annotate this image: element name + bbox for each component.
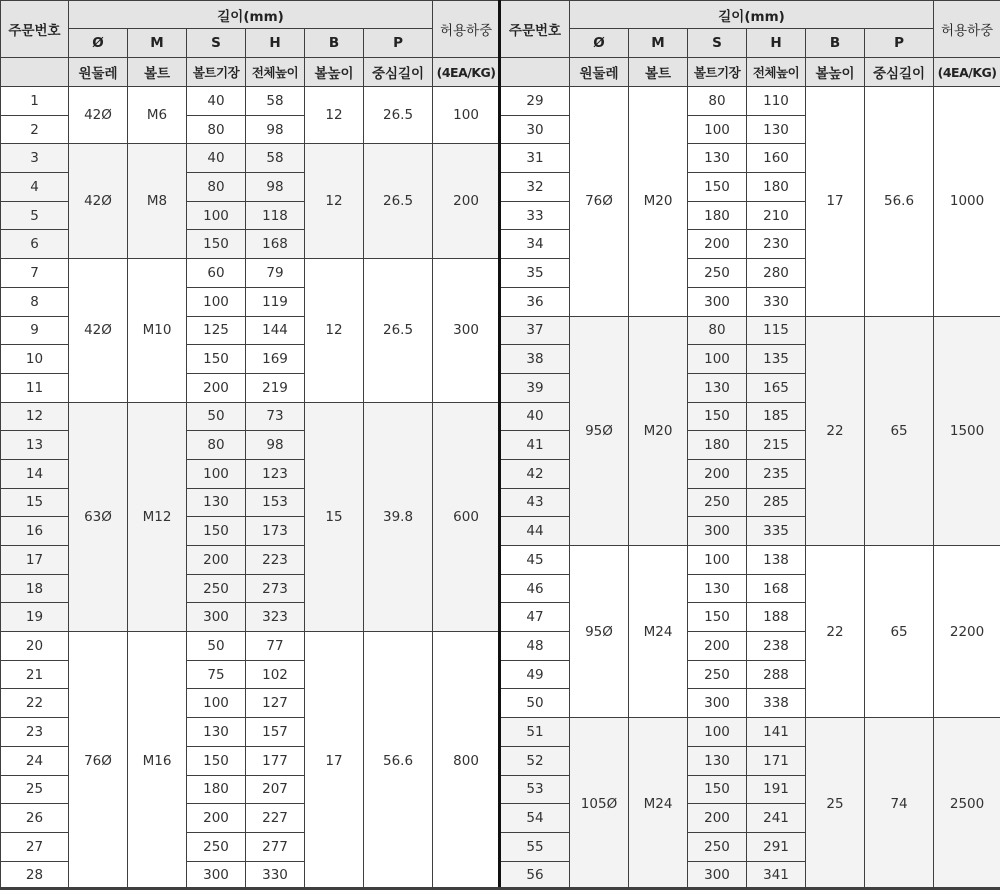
total-height-cell: 173 — [246, 517, 305, 546]
diameter-cell: 76Ø — [570, 87, 629, 317]
order-number-cell: 47 — [501, 603, 570, 632]
total-height-cell: 169 — [246, 345, 305, 374]
ball-height-cell: 12 — [305, 87, 364, 144]
ball-height-cell: 17 — [806, 87, 865, 317]
bolt-length-cell: 300 — [688, 861, 747, 890]
total-height-cell: 338 — [747, 689, 806, 718]
ball-height-cell: 12 — [305, 144, 364, 259]
total-height-cell: 127 — [246, 689, 305, 718]
center-length-cell: 39.8 — [364, 402, 433, 632]
total-height-cell: 177 — [246, 746, 305, 775]
bolt-length-cell: 200 — [688, 459, 747, 488]
order-number-cell: 22 — [1, 689, 69, 718]
total-height-cell: 285 — [747, 488, 806, 517]
order-number-cell: 1 — [1, 87, 69, 116]
allowable-load-cell: 2500 — [934, 718, 1000, 890]
bolt-length-cell: 150 — [688, 173, 747, 202]
order-number-cell: 23 — [1, 718, 69, 747]
order-number-cell: 16 — [1, 517, 69, 546]
bolt-length-cell: 50 — [187, 632, 246, 661]
order-number-cell: 6 — [1, 230, 69, 259]
diameter-cell: 76Ø — [69, 632, 128, 890]
bolt-length-cell: 130 — [688, 746, 747, 775]
bolt-length-cell: 250 — [688, 488, 747, 517]
table-row — [1, 632, 500, 661]
bolt-length-cell: 200 — [688, 230, 747, 259]
order-number-cell: 41 — [501, 431, 570, 460]
center-length-cell: 65 — [865, 546, 934, 718]
order-number-cell: 53 — [501, 775, 570, 804]
order-number-cell: 38 — [501, 345, 570, 374]
total-height-cell: 165 — [747, 373, 806, 402]
total-height-cell: 98 — [246, 173, 305, 202]
bolt-length-cell: 300 — [688, 517, 747, 546]
allowable-load-cell: 100 — [433, 87, 500, 144]
center-length-cell: 26.5 — [364, 259, 433, 402]
order-number-cell: 5 — [1, 201, 69, 230]
total-height-cell: 73 — [246, 402, 305, 431]
order-number-cell: 28 — [1, 861, 69, 890]
bolt-length-cell: 100 — [187, 459, 246, 488]
total-height-cell: 157 — [246, 718, 305, 747]
bolt-length-cell: 150 — [187, 746, 246, 775]
ball-height-cell: 17 — [305, 632, 364, 890]
ball-height-cell: 15 — [305, 402, 364, 632]
order-number-cell: 8 — [1, 287, 69, 316]
total-height-cell: 118 — [246, 201, 305, 230]
bolt-length-cell: 180 — [187, 775, 246, 804]
order-number-cell: 56 — [501, 861, 570, 890]
total-height-cell: 110 — [747, 87, 806, 116]
bolt-length-cell: 80 — [187, 431, 246, 460]
allowable-load-cell: 300 — [433, 259, 500, 402]
ball-height-cell: 22 — [806, 316, 865, 546]
total-height-cell: 168 — [246, 230, 305, 259]
allowable-load-cell: 800 — [433, 632, 500, 890]
order-number-cell: 13 — [1, 431, 69, 460]
bolt-length-cell: 200 — [688, 804, 747, 833]
col-desc-b: 볼높이 — [806, 58, 865, 87]
bolt-length-cell: 150 — [187, 517, 246, 546]
total-height-cell: 291 — [747, 832, 806, 861]
bolt-cell: M10 — [128, 259, 187, 402]
order-number-cell: 26 — [1, 804, 69, 833]
total-height-cell: 335 — [747, 517, 806, 546]
bolt-length-cell: 75 — [187, 660, 246, 689]
bolt-length-cell: 150 — [187, 230, 246, 259]
total-height-cell: 341 — [747, 861, 806, 890]
order-number-cell: 42 — [501, 459, 570, 488]
total-height-cell: 180 — [747, 173, 806, 202]
col-desc-h: 전체높이 — [246, 58, 305, 87]
ball-height-cell: 22 — [806, 546, 865, 718]
table-row — [501, 718, 1000, 747]
center-length-cell: 74 — [865, 718, 934, 890]
bolt-length-cell: 130 — [688, 144, 747, 173]
order-number-cell: 30 — [501, 115, 570, 144]
order-number-cell: 36 — [501, 287, 570, 316]
total-height-cell: 210 — [747, 201, 806, 230]
diameter-cell: 42Ø — [69, 259, 128, 402]
order-number-cell: 12 — [1, 402, 69, 431]
total-height-cell: 119 — [246, 287, 305, 316]
table-row — [1, 259, 500, 288]
diameter-cell: 95Ø — [570, 316, 629, 546]
bolt-cell: M24 — [629, 546, 688, 718]
total-height-cell: 273 — [246, 574, 305, 603]
total-height-cell: 135 — [747, 345, 806, 374]
load-unit-header: (4EA/KG) — [934, 58, 1000, 87]
total-height-cell: 191 — [747, 775, 806, 804]
bolt-length-cell: 300 — [187, 861, 246, 890]
order-number-cell: 9 — [1, 316, 69, 345]
ball-height-cell: 25 — [806, 718, 865, 890]
bolt-length-cell: 100 — [187, 287, 246, 316]
total-height-cell: 323 — [246, 603, 305, 632]
col-code-bolt: M — [128, 29, 187, 58]
col-desc-p: 중심길이 — [865, 58, 934, 87]
diameter-cell: 105Ø — [570, 718, 629, 890]
order-number-cell: 19 — [1, 603, 69, 632]
order-number-cell: 44 — [501, 517, 570, 546]
spec-table-right — [500, 0, 1000, 890]
col-desc-h: 전체높이 — [747, 58, 806, 87]
order-number-cell: 50 — [501, 689, 570, 718]
order-number-cell: 40 — [501, 402, 570, 431]
order-number-cell: 10 — [1, 345, 69, 374]
col-desc-dia: 원둘레 — [69, 58, 128, 87]
table-row — [501, 546, 1000, 575]
bolt-length-cell: 250 — [187, 832, 246, 861]
col-code-b: B — [806, 29, 865, 58]
total-height-cell: 227 — [246, 804, 305, 833]
total-height-cell: 58 — [246, 144, 305, 173]
allowable-load-cell: 600 — [433, 402, 500, 632]
load-header: 허용하중 — [934, 1, 1000, 58]
bolt-length-cell: 100 — [187, 201, 246, 230]
table-row — [501, 316, 1000, 345]
total-height-cell: 330 — [246, 861, 305, 890]
total-height-cell: 138 — [747, 546, 806, 575]
center-divider — [498, 0, 501, 889]
total-height-cell: 277 — [246, 832, 305, 861]
order-number-cell: 24 — [1, 746, 69, 775]
diameter-cell: 63Ø — [69, 402, 128, 632]
bolt-cell: M12 — [128, 402, 187, 632]
order-number-cell: 32 — [501, 173, 570, 202]
order-number-subheader — [501, 58, 570, 87]
table-header — [501, 1, 1000, 87]
bolt-length-cell: 100 — [688, 718, 747, 747]
total-height-cell: 160 — [747, 144, 806, 173]
bolt-length-cell: 150 — [688, 603, 747, 632]
total-height-cell: 141 — [747, 718, 806, 747]
total-height-cell: 230 — [747, 230, 806, 259]
bolt-length-cell: 250 — [688, 259, 747, 288]
bolt-length-cell: 80 — [688, 87, 747, 116]
order-number-cell: 52 — [501, 746, 570, 775]
bolt-length-cell: 200 — [187, 804, 246, 833]
bolt-length-cell: 300 — [688, 287, 747, 316]
table-row — [1, 87, 500, 116]
order-number-cell: 3 — [1, 144, 69, 173]
order-number-cell: 15 — [1, 488, 69, 517]
order-number-cell: 49 — [501, 660, 570, 689]
order-number-cell: 34 — [501, 230, 570, 259]
allowable-load-cell: 2200 — [934, 546, 1000, 718]
col-code-dia: Ø — [69, 29, 128, 58]
col-desc-s: 볼트기장 — [187, 58, 246, 87]
diameter-cell: 42Ø — [69, 87, 128, 144]
order-number-cell: 46 — [501, 574, 570, 603]
diameter-cell: 42Ø — [69, 144, 128, 259]
load-unit-header: (4EA/KG) — [433, 58, 500, 87]
order-number-cell: 14 — [1, 459, 69, 488]
bolt-length-cell: 130 — [688, 373, 747, 402]
order-number-cell: 4 — [1, 173, 69, 202]
total-height-cell: 98 — [246, 431, 305, 460]
order-number-cell: 33 — [501, 201, 570, 230]
allowable-load-cell: 1500 — [934, 316, 1000, 546]
col-desc-p: 중심길이 — [364, 58, 433, 87]
bolt-length-cell: 130 — [688, 574, 747, 603]
bolt-length-cell: 200 — [187, 373, 246, 402]
length-header: 길이(mm) — [69, 1, 433, 29]
order-number-cell: 20 — [1, 632, 69, 661]
order-number-cell: 25 — [1, 775, 69, 804]
order-number-header: 주문번호 — [501, 1, 570, 58]
total-height-cell: 102 — [246, 660, 305, 689]
total-height-cell: 153 — [246, 488, 305, 517]
order-number-cell: 2 — [1, 115, 69, 144]
table-row — [1, 144, 500, 173]
bolt-length-cell: 100 — [688, 546, 747, 575]
bolt-length-cell: 200 — [187, 546, 246, 575]
total-height-cell: 241 — [747, 804, 806, 833]
bolt-length-cell: 180 — [688, 431, 747, 460]
order-number-cell: 51 — [501, 718, 570, 747]
bolt-length-cell: 80 — [688, 316, 747, 345]
order-number-cell: 55 — [501, 832, 570, 861]
col-code-dia: Ø — [570, 29, 629, 58]
bolt-length-cell: 80 — [187, 173, 246, 202]
total-height-cell: 235 — [747, 459, 806, 488]
total-height-cell: 115 — [747, 316, 806, 345]
col-code-b: B — [305, 29, 364, 58]
total-height-cell: 98 — [246, 115, 305, 144]
total-height-cell: 238 — [747, 632, 806, 661]
load-header: 허용하중 — [433, 1, 500, 58]
col-desc-b: 볼높이 — [305, 58, 364, 87]
bolt-cell: M8 — [128, 144, 187, 259]
center-length-cell: 65 — [865, 316, 934, 546]
bolt-length-cell: 60 — [187, 259, 246, 288]
allowable-load-cell: 200 — [433, 144, 500, 259]
bolt-length-cell: 180 — [688, 201, 747, 230]
order-number-cell: 35 — [501, 259, 570, 288]
col-desc-dia: 원둘레 — [570, 58, 629, 87]
order-number-cell: 7 — [1, 259, 69, 288]
bolt-length-cell: 50 — [187, 402, 246, 431]
col-code-s: S — [187, 29, 246, 58]
table-row — [1, 402, 500, 431]
bolt-length-cell: 250 — [688, 660, 747, 689]
bolt-length-cell: 100 — [187, 689, 246, 718]
order-number-cell: 45 — [501, 546, 570, 575]
order-number-cell: 17 — [1, 546, 69, 575]
bolt-length-cell: 250 — [688, 832, 747, 861]
bolt-length-cell: 250 — [187, 574, 246, 603]
bolt-length-cell: 40 — [187, 87, 246, 116]
bolt-length-cell: 100 — [688, 345, 747, 374]
total-height-cell: 58 — [246, 87, 305, 116]
bolt-length-cell: 130 — [187, 488, 246, 517]
total-height-cell: 77 — [246, 632, 305, 661]
order-number-cell: 39 — [501, 373, 570, 402]
table-body-left — [1, 87, 500, 890]
table-body-right — [501, 87, 1000, 890]
total-height-cell: 207 — [246, 775, 305, 804]
length-header: 길이(mm) — [570, 1, 934, 29]
table-header — [1, 1, 500, 87]
order-number-cell: 37 — [501, 316, 570, 345]
col-code-p: P — [364, 29, 433, 58]
total-height-cell: 171 — [747, 746, 806, 775]
bolt-length-cell: 300 — [688, 689, 747, 718]
order-number-cell: 43 — [501, 488, 570, 517]
table-row — [501, 87, 1000, 116]
total-height-cell: 215 — [747, 431, 806, 460]
order-number-cell: 18 — [1, 574, 69, 603]
bolt-length-cell: 150 — [688, 775, 747, 804]
total-height-cell: 123 — [246, 459, 305, 488]
bolt-length-cell: 150 — [187, 345, 246, 374]
total-height-cell: 330 — [747, 287, 806, 316]
bolt-length-cell: 100 — [688, 115, 747, 144]
total-height-cell: 219 — [246, 373, 305, 402]
total-height-cell: 223 — [246, 546, 305, 575]
total-height-cell: 280 — [747, 259, 806, 288]
bolt-length-cell: 130 — [187, 718, 246, 747]
order-number-cell: 31 — [501, 144, 570, 173]
total-height-cell: 185 — [747, 402, 806, 431]
bolt-length-cell: 200 — [688, 632, 747, 661]
col-code-s: S — [688, 29, 747, 58]
total-height-cell: 188 — [747, 603, 806, 632]
order-number-cell: 48 — [501, 632, 570, 661]
diameter-cell: 95Ø — [570, 546, 629, 718]
center-length-cell: 26.5 — [364, 144, 433, 259]
order-number-cell: 54 — [501, 804, 570, 833]
order-number-subheader — [1, 58, 69, 87]
bolt-length-cell: 300 — [187, 603, 246, 632]
bolt-length-cell: 125 — [187, 316, 246, 345]
col-code-h: H — [246, 29, 305, 58]
total-height-cell: 144 — [246, 316, 305, 345]
col-code-bolt: M — [629, 29, 688, 58]
center-length-cell: 26.5 — [364, 87, 433, 144]
total-height-cell: 168 — [747, 574, 806, 603]
col-code-h: H — [747, 29, 806, 58]
ball-height-cell: 12 — [305, 259, 364, 402]
allowable-load-cell: 1000 — [934, 87, 1000, 317]
total-height-cell: 288 — [747, 660, 806, 689]
order-number-cell: 11 — [1, 373, 69, 402]
center-length-cell: 56.6 — [364, 632, 433, 890]
total-height-cell: 79 — [246, 259, 305, 288]
bolt-cell: M20 — [629, 316, 688, 546]
col-desc-bolt: 볼트 — [128, 58, 187, 87]
col-code-p: P — [865, 29, 934, 58]
bolt-length-cell: 150 — [688, 402, 747, 431]
order-number-cell: 29 — [501, 87, 570, 116]
bolt-cell: M16 — [128, 632, 187, 890]
bolt-length-cell: 80 — [187, 115, 246, 144]
bolt-cell: M24 — [629, 718, 688, 890]
col-desc-bolt: 볼트 — [629, 58, 688, 87]
col-desc-s: 볼트기장 — [688, 58, 747, 87]
bolt-length-cell: 40 — [187, 144, 246, 173]
total-height-cell: 130 — [747, 115, 806, 144]
center-length-cell: 56.6 — [865, 87, 934, 317]
order-number-cell: 21 — [1, 660, 69, 689]
order-number-cell: 27 — [1, 832, 69, 861]
order-number-header: 주문번호 — [1, 1, 69, 58]
bolt-cell: M20 — [629, 87, 688, 317]
bolt-cell: M6 — [128, 87, 187, 144]
